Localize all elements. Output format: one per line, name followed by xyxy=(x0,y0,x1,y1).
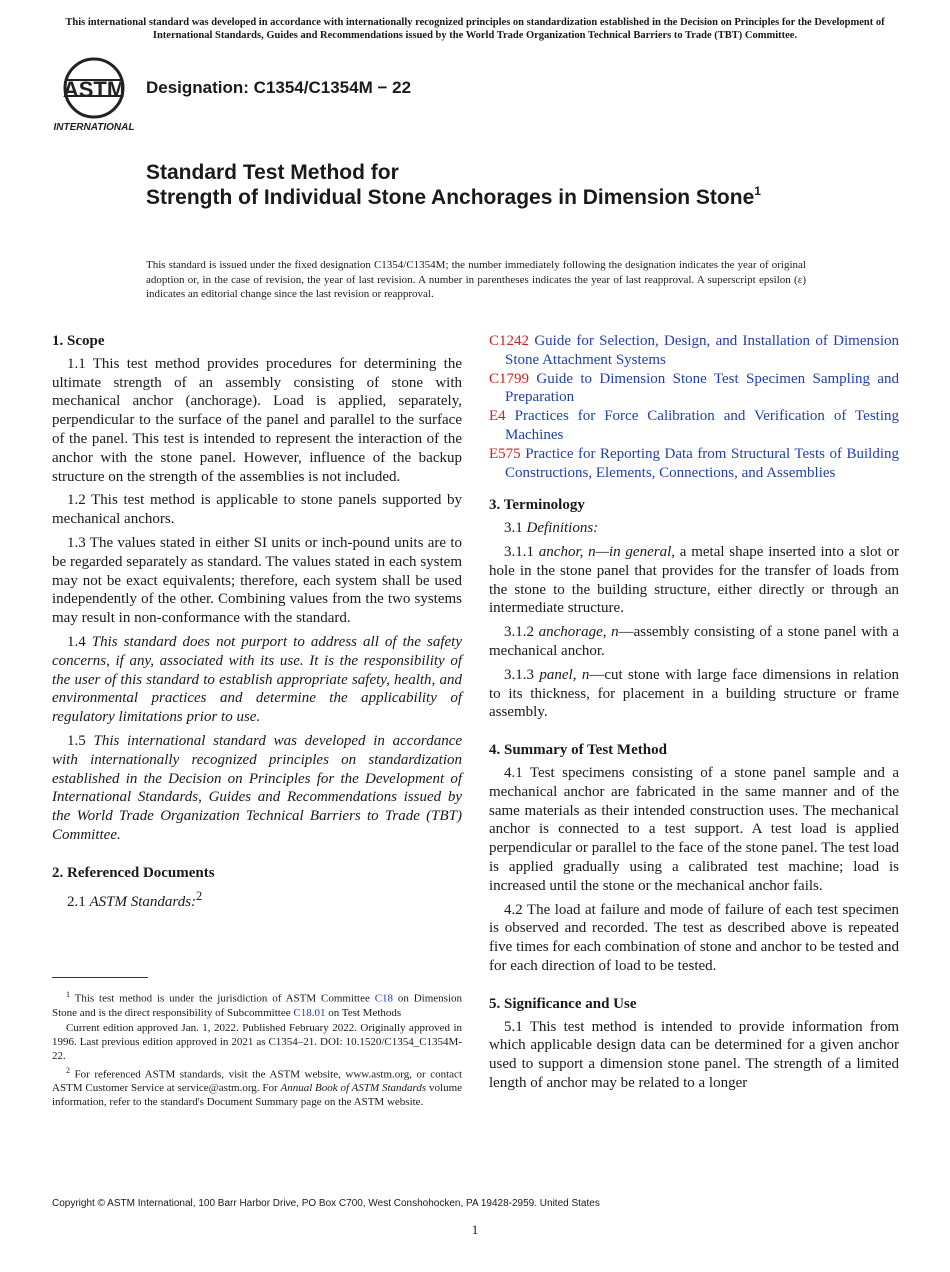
footnote-2: $^2$ For referenced ASTM standards, visit the ASTM website, www.astm.org, or contact ASTM Customer Service at service@astm.org. For Annual Book of ASTM Standards volume information, refer to the standard's Document Summary page on the ASTM website. xyxy=(52,1065,463,1109)
c18-link[interactable]: C18 xyxy=(374,992,394,1005)
significance-heading: 5. Significance and Use xyxy=(489,995,637,1012)
ref-e4[interactable]: E4 Practices for Force Calibration and Verification of Testing Machines xyxy=(489,408,899,443)
terminology-3-1-2: 3.1.2 anchorage, n—assembly consisting of a stone panel with a mechanical anchor. xyxy=(489,624,899,659)
scope-1-1: 1.1 This test method provides procedures for determining the ultimate strength of an assembly consisting of stone with mechanical anchor (anchorage). Load is applied, separately, perpendicular to the surface of the panel and parallel to the surface of the panel. This test is intended to represent the interaction of the anchor with the stone panel. However, influence of the backup structure on the strength of the assemblies is not included. xyxy=(52,355,462,485)
title-footnote-mark: 1 xyxy=(754,184,761,198)
logo-label: INTERNATIONAL xyxy=(53,122,135,133)
wto-notice: This international standard was developed in accordance with internationally recognized principles on standardization established in the Decision on Principles for the Development of International Standards, Guides and Recommendations issued by the World Trade Organization Technical Barriers to Trade (TBT) Committee. xyxy=(65,17,885,41)
terminology-3-1-1: 3.1.1 anchor, n—in general, a metal shape inserted into a slot or hole in the stone panel that provides for the transfer of loads from the stone to the building structure, either directly or through an intermediate structure. xyxy=(489,543,899,617)
document-title xyxy=(146,160,846,210)
scope-1-2: 1.2 This test method is applicable to stone panels supported by mechanical anchors. xyxy=(52,492,462,528)
edition-note: Current edition approved Jan. 1, 2022. Published February 2022. Originally approved in 1996. Last previous edition approved in 2021 as C1354–21. DOI: 10.1520/C1354_C1354M-22. xyxy=(52,1021,462,1062)
footnote-1: $^1$ This test method is under the jurisdiction of ASTM Committee C18 on Dimension Stone and is the direct responsibility of Subcommittee C18.01 on Test Methods xyxy=(52,990,463,1019)
scope-1-3: 1.3 The values stated in either SI units or inch-pound units are to be regarded separately as standard. The values stated in each system may not be exact equivalents; therefore, each system shall be used independently of the other. Combining values from the two systems may result in non-conformance with the standard. xyxy=(52,534,462,627)
scope-1-5: 1.5 This international standard was developed in accordance with internationally recognized principles on standardization established in the Decision on Principles for the Development of International Standards, Guides and Recommendations issued by the World Trade Organization Technical Barriers to Trade (TBT) Committee. xyxy=(52,732,463,843)
title-line-2: Strength of Individual Stone Anchorages in Dimension Stone xyxy=(146,186,755,209)
c18-01-link[interactable]: C18.01 xyxy=(293,1006,326,1019)
designation: Designation: C1354/C1354M − 22 xyxy=(146,78,412,97)
left-column xyxy=(52,332,462,916)
title-line-1: Standard Test Method for xyxy=(146,161,399,184)
referenced-heading: 2. Referenced Documents xyxy=(52,864,215,881)
significance-5-1: 5.1 This test method is intended to provide information from which applicable design data can be determined for a given anchor used to support a dimension stone panel. The strength of a limited length of anchor may be related to a longer xyxy=(489,1018,899,1091)
logo-letters: ASTM xyxy=(62,77,126,102)
scope-1-4: 1.4 This standard does not purport to address all of the safety concerns, if any, associated with its use. It is the responsibility of the user of this standard to establish appropriate safety, health, and environmental practices and determine the applicability of regulatory limitations prior to use. xyxy=(52,633,462,726)
ref-c1799[interactable]: C1799 Guide to Dimension Stone Test Specimen Sampling and Preparation xyxy=(489,370,900,406)
copyright: Copyright © ASTM International, 100 Barr Harbor Drive, PO Box C700, West Conshohocken, PA 19428-2959. United States xyxy=(52,1198,600,1209)
terminology-3-1-3: 3.1.3 panel, n—cut stone with large face dimensions in relation to its thickness, for placement in a building structure or frame assembly. xyxy=(489,666,900,721)
ref-e575[interactable]: E575 Practice for Reporting Data from Structural Tests of Building Constructions, Elements, Connections, and Assemblies xyxy=(489,445,899,481)
ref-c1242[interactable]: C1242 Guide for Selection, Design, and Installation of Dimension Stone Attachment Systems xyxy=(489,333,900,368)
summary-4-2: 4.2 The load at failure and mode of failure of each test specimen is observed and recorded. The test as described above is repeated five times for each combination of stone and anchor to be tested and for each direction of load to be tested. xyxy=(489,901,899,974)
footnote-rule xyxy=(52,977,148,978)
astm-logo xyxy=(52,56,136,134)
summary-4-1: 4.1 Test specimens consisting of a stone panel sample and a mechanical anchor are fabricated in the same manner and of the same materials as their intended construction uses. The mechanical anchor is connected to a test support. A test load is applied perpendicular or parallel to the face of the stone panel. The test load is applied gradually using a calibrated test machine; load is increased until the stone or the mechanical anchor fails. xyxy=(489,764,899,894)
terminology-3-1: 3.1 Definitions: xyxy=(504,520,599,537)
footnotes xyxy=(52,988,462,1110)
summary-heading: 4. Summary of Test Method xyxy=(489,742,667,759)
referenced-2-1: 2.1 ASTM Standards:$^2$ xyxy=(67,888,203,910)
terminology-heading: 3. Terminology xyxy=(489,497,585,514)
right-column xyxy=(489,332,899,1098)
page-number: 1 xyxy=(471,1222,479,1237)
scope-heading: 1. Scope xyxy=(52,333,105,349)
issued-note: This standard is issued under the fixed designation C1354/C1354M; the number immediately following the designation indicates the year of original adoption or, in the case of revision, the year of last revision. A number in parentheses indicates the year of last reapproval. A superscript epsilon (ε) indicates an editorial change since the last revision or reapproval. xyxy=(146,259,806,300)
